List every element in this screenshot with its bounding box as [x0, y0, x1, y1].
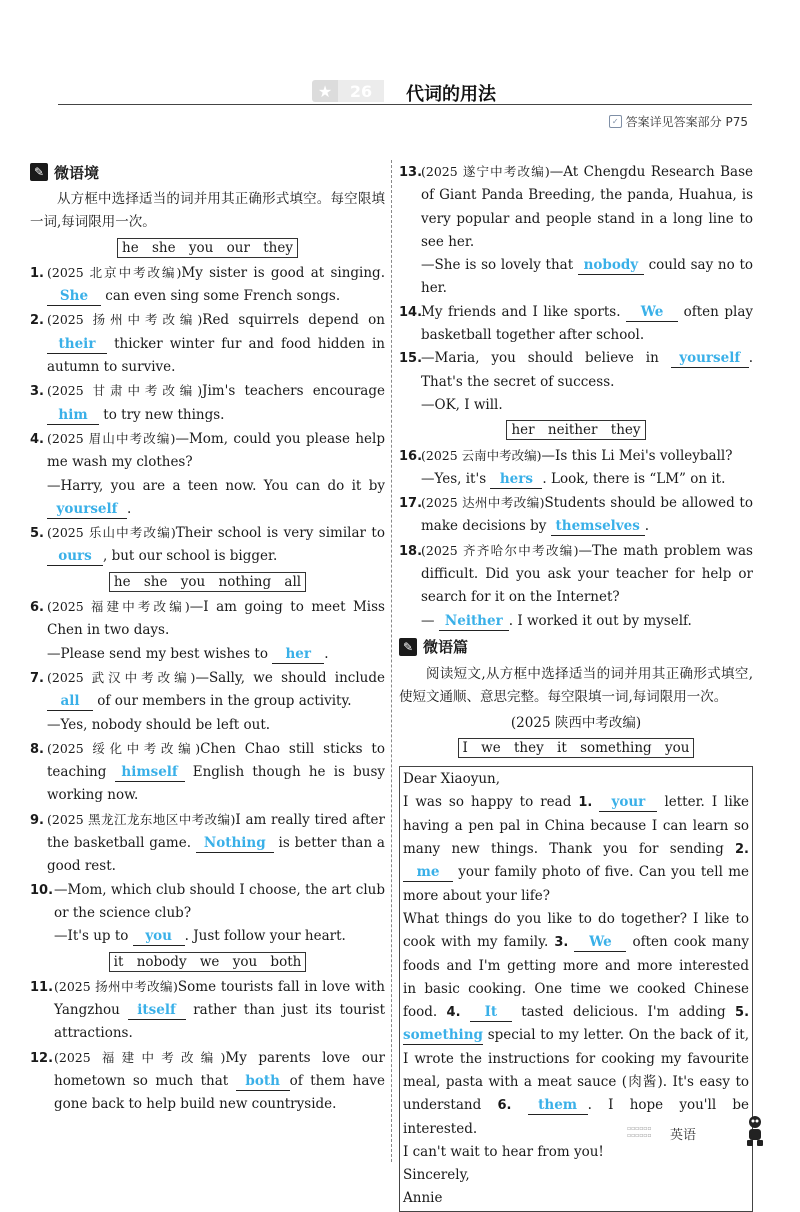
header-rule	[58, 104, 752, 105]
answer-blank[interactable]: him	[47, 406, 99, 425]
question-1: 1. (2025 北京中考改编)My sister is good at singing. She can even sing some French songs.	[30, 264, 385, 305]
answer-blank[interactable]: ours	[47, 547, 103, 566]
word-box: I we they it something you	[458, 738, 695, 758]
question-8: 8. (2025 绥化中考改编)Chen Chao still sticks to teaching himself English though he is busy working now.	[30, 740, 386, 804]
question-15-reply: —OK, I will.	[421, 396, 503, 413]
passage-source: (2025 陕西中考改编)	[510, 714, 642, 731]
question-6: 6. (2025 福建中考改编)—I am going to meet Miss Chen in two days.	[30, 599, 385, 639]
answer-blank[interactable]: himself	[115, 763, 185, 782]
question-3: 3. (2025 甘肃中考改编)Jim's teachers encourage him to try new things.	[30, 383, 385, 423]
question-18: 18.(2025 齐齐哈尔中考改编)—The math problem was difficult. Did you ask your teacher for help or search for it on the Internet?	[399, 542, 753, 606]
question-13: 13.(2025 遂宁中考改编)—At Chengdu Research Base of Giant Panda Breeding, the panda, Huahua, is very popular and people stand in a long line to see her.	[399, 164, 753, 250]
letter-closing: Sincerely,	[403, 1167, 470, 1184]
answer-blank[interactable]: all	[47, 692, 93, 711]
word-box: he she you our they	[117, 238, 298, 258]
answer-blank[interactable]: yourself	[47, 500, 127, 519]
question-2: 2. (2025 扬州中考改编)Red squirrels depend on their thicker winter fur and food hidden in autumn to survive.	[30, 312, 385, 376]
question-6-reply: —Please send my best wishes to her .	[47, 645, 329, 662]
question-9: 9. (2025 黑龙江龙东地区中考改编)I am really tired after the basketball game. Nothing is better than a good rest.	[30, 811, 385, 875]
letter-greeting: Dear Xiaoyun,	[403, 771, 501, 788]
letter-paragraph-2: What things do you like to do together? I like to cook with my family. 3. We often cook many foods and I'm getting more and more interested in basic cooking. One time we cooked Chinese food. 4. It tasted delicious. I'm adding 5. something special to my letter. On the back of it, I wrote the instructions for cooking my favourite meal, pasta with a meat sauce (肉酱). It's easy to understand 6. them . I hope you'll be interested.	[403, 910, 750, 1137]
answer-blank[interactable]: yourself	[671, 349, 749, 368]
instructions: 阅读短文,从方框中选择适当的词并用其正确形式填空,使短文通顺、意思完整。每空限填一词,每词限用一次。	[399, 665, 753, 706]
word-box: her neither they	[506, 420, 645, 440]
answer-blank[interactable]: It	[470, 1003, 512, 1022]
answer-blank[interactable]: themselves	[551, 517, 645, 536]
left-column	[30, 160, 385, 1117]
mascot-icon	[744, 1114, 766, 1148]
letter-closing-line: I can't wait to hear from you!	[403, 1143, 604, 1160]
column-divider	[391, 160, 392, 1162]
section-heading	[30, 160, 385, 184]
answer-blank[interactable]: Nothing	[196, 834, 274, 853]
answer-blank[interactable]: you	[133, 927, 185, 946]
footer-subject: 英语	[670, 1128, 697, 1143]
answer-blank[interactable]: We	[574, 933, 626, 952]
answer-blank[interactable]: her	[272, 645, 324, 664]
answer-blank[interactable]: She	[47, 287, 101, 306]
section-heading	[399, 635, 753, 659]
answer-blank[interactable]: We	[626, 303, 678, 322]
letter-signature: Annie	[403, 1190, 443, 1207]
answer-blank[interactable]: itself	[128, 1001, 186, 1020]
answer-blank[interactable]: something	[403, 1027, 483, 1044]
right-column	[399, 160, 753, 1212]
question-13-reply: —She is so lovely that nobody could say no to her.	[421, 257, 753, 297]
footer-decoration: ▫▫▫▫▫▫ ▫▫▫▫▫▫	[627, 1125, 652, 1139]
answer-blank[interactable]: me	[403, 863, 453, 882]
question-11: 11.(2025 扬州中考改编)Some tourists fall in love with Yangzhou itself rather than just its tourist attractions.	[30, 978, 385, 1042]
answer-reference	[609, 113, 748, 130]
answer-blank[interactable]: nobody	[578, 256, 644, 275]
word-box: it nobody we you both	[109, 952, 307, 972]
question-4-reply: —Harry, you are a teen now. You can do it by yourself .	[47, 477, 385, 517]
star-icon: ★	[312, 80, 338, 102]
document-icon: ✓	[609, 115, 622, 128]
question-5: 5. (2025 乐山中考改编)Their school is very similar to ours , but our school is bigger.	[30, 525, 385, 565]
question-16: 16.(2025 云南中考改编)—Is this Li Mei's volleyball?	[399, 447, 733, 464]
question-14: 14.My friends and I like sports. We often play basketball together after school.	[399, 303, 754, 344]
instructions: 从方框中选择适当的词并用其正确形式填空。每空限填一词,每词限用一次。	[30, 191, 385, 231]
answer-blank[interactable]: their	[47, 335, 107, 354]
question-15: 15.—Maria, you should believe in yourself . That's the secret of success.	[399, 350, 754, 390]
answer-blank[interactable]: your	[599, 793, 657, 812]
lesson-number: 26	[338, 80, 384, 102]
letter-box	[399, 766, 753, 1212]
pencil-icon: ✎	[399, 638, 417, 656]
question-10: 10.—Mom, which club should I choose, the art club or the science club?	[30, 881, 385, 921]
question-16-reply: —Yes, it's hers . Look, there is “LM” on it.	[421, 470, 726, 487]
section-title: 微语境	[54, 163, 100, 182]
pencil-icon: ✎	[30, 163, 48, 181]
question-18-reply: — Neither . I worked it out by myself.	[421, 612, 692, 629]
question-12: 12.(2025 福建中考改编)My parents love our hometown so much that both of them have gone back to help build new countryside.	[30, 1049, 385, 1113]
question-7-reply: —Yes, nobody should be left out.	[47, 716, 271, 733]
word-box: he she you nothing all	[109, 572, 306, 592]
section-title: 微语篇	[423, 638, 469, 657]
question-4: 4. (2025 眉山中考改编)—Mom, could you please help me wash my clothes?	[30, 430, 386, 471]
answer-blank[interactable]: both	[236, 1072, 290, 1091]
answer-blank[interactable]: hers	[490, 470, 542, 489]
answer-blank[interactable]: them	[528, 1096, 588, 1115]
question-17: 17.(2025 达州中考改编)Students should be allowed to make decisions by themselves .	[399, 495, 753, 535]
page-title: 代词的用法	[406, 84, 496, 105]
answer-reference-text: 答案详见答案部分 P75	[625, 115, 748, 129]
question-7: 7. (2025 武汉中考改编)—Sally, we should include all of our members in the group activity.	[30, 669, 385, 710]
answer-blank[interactable]: Neither	[439, 612, 509, 631]
letter-paragraph-1: I was so happy to read 1. your letter. I like having a pen pal in China because I can learn so many new things. Thank you for sending 2. me your family photo of five. Can you tell me more about your life?	[403, 794, 750, 904]
question-10-reply: —It's up to you . Just follow your heart.	[54, 928, 346, 945]
